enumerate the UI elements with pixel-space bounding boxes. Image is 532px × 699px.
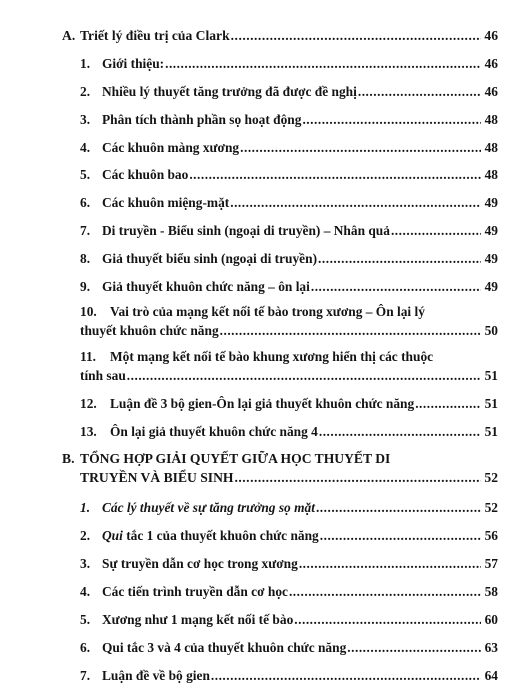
item-title: Các tiến trình truyền dẫn cơ học <box>102 584 288 599</box>
leader-dots <box>299 556 481 572</box>
leader-dots <box>302 112 481 128</box>
page-number: 48 <box>484 112 498 127</box>
item-number: 5. <box>80 612 91 627</box>
toc-item-a10-line1[interactable] <box>80 304 425 320</box>
item-number: 4. <box>80 584 91 599</box>
item-title-line2: thuyết khuôn chức năng <box>80 323 219 338</box>
section-title: Triết lý điều trị của Clark <box>80 28 230 43</box>
item-title: Giới thiệu: <box>102 56 165 71</box>
leader-dots <box>220 323 481 339</box>
toc-item-a11-line2[interactable] <box>80 368 498 384</box>
item-title: Luận đề về bộ gien <box>102 668 210 683</box>
item-number: 9. <box>80 279 91 294</box>
toc-item-a5[interactable] <box>80 167 498 183</box>
toc-section-a[interactable] <box>62 28 498 44</box>
leader-dots <box>230 195 481 211</box>
item-title: Luận đề 3 bộ gien-Ôn lại giả thuyết khuôn chức năng <box>110 396 415 411</box>
item-number: 1. <box>80 500 91 515</box>
item-title-italic: Qui <box>102 528 123 543</box>
section-title-line2: TRUYỀN VÀ BIỂU SINH <box>80 470 234 485</box>
section-title-line1: TỔNG HỢP GIẢI QUYẾT GIỮA HỌC THUYẾT DI <box>80 451 391 466</box>
leader-dots <box>415 396 481 412</box>
item-title: Các khuôn miệng-mặt <box>102 195 230 210</box>
item-title: Qui tắc 3 và 4 của thuyết khuôn chức năng <box>102 640 347 655</box>
item-title: Giả thuyết biểu sinh (ngoại di truyền) <box>102 251 318 266</box>
page-number: 56 <box>484 528 498 543</box>
page-number: 50 <box>484 323 498 338</box>
page-number: 58 <box>484 584 498 599</box>
leader-dots <box>165 56 481 72</box>
leader-dots <box>358 84 481 100</box>
item-number: 12. <box>80 396 97 411</box>
item-title: Xương như 1 mạng kết nối tế bào <box>102 612 294 627</box>
item-number: 7. <box>80 668 91 683</box>
toc-item-a13[interactable] <box>80 424 498 440</box>
page-number: 51 <box>484 396 498 411</box>
page-number: 49 <box>484 251 498 266</box>
page-number: 52 <box>484 470 498 485</box>
leader-dots <box>320 528 481 544</box>
item-title: Các khuôn bao <box>102 167 189 182</box>
toc-item-b6[interactable] <box>80 640 498 656</box>
leader-dots <box>316 500 481 516</box>
page-number: 63 <box>484 640 498 655</box>
toc-item-b7[interactable] <box>80 668 498 684</box>
toc-item-a11-line1[interactable] <box>80 349 433 365</box>
page-number: 52 <box>484 500 498 515</box>
toc-item-a8[interactable] <box>80 251 498 267</box>
page-number: 46 <box>484 56 498 71</box>
page-number: 46 <box>484 28 498 43</box>
item-title: Các khuôn màng xương <box>102 140 240 155</box>
toc-section-b-line2[interactable] <box>80 470 498 486</box>
leader-dots <box>231 28 481 44</box>
item-title: Giả thuyết khuôn chức năng – ôn lại <box>102 279 310 294</box>
toc-item-b1[interactable] <box>80 500 498 516</box>
item-number: 3. <box>80 556 91 571</box>
toc-item-a6[interactable] <box>80 195 498 211</box>
item-title: Nhiều lý thuyết tăng trưởng đã được đề nghị <box>102 84 357 99</box>
page-number: 51 <box>484 368 498 383</box>
leader-dots <box>234 470 481 486</box>
toc-item-a7[interactable] <box>80 223 498 239</box>
toc-item-a4[interactable] <box>80 140 498 156</box>
toc-item-a12[interactable] <box>80 396 498 412</box>
section-number: A. <box>62 28 76 43</box>
leader-dots <box>294 612 481 628</box>
item-number: 2. <box>80 528 91 543</box>
leader-dots <box>318 251 481 267</box>
item-title: Sự truyền dẫn cơ học trong xương <box>102 556 298 571</box>
leader-dots <box>189 167 481 183</box>
item-title-line1: Vai trò của mạng kết nối tế bào trong xương – Ôn lại lý <box>110 304 425 319</box>
page-number: 48 <box>484 140 498 155</box>
leader-dots <box>211 668 481 684</box>
leader-dots <box>240 140 481 156</box>
item-title: Di truyền - Biểu sinh (ngoại di truyền) – Nhân quả <box>102 223 390 238</box>
leader-dots <box>391 223 481 239</box>
page-number: 57 <box>484 556 498 571</box>
toc-item-b5[interactable] <box>80 612 498 628</box>
toc-section-b-line1[interactable] <box>62 451 390 467</box>
leader-dots <box>127 368 481 384</box>
page-number: 60 <box>484 612 498 627</box>
leader-dots <box>311 279 481 295</box>
item-title-line2: tính sau <box>80 368 126 383</box>
item-title: Ôn lại giả thuyết khuôn chức năng 4 <box>110 424 318 439</box>
toc-item-a1[interactable] <box>80 56 498 72</box>
toc-item-a3[interactable] <box>80 112 498 128</box>
item-number: 2. <box>80 84 91 99</box>
item-number: 6. <box>80 640 91 655</box>
page-number: 64 <box>484 668 498 683</box>
item-title: Các lý thuyết về sự tăng trưởng sọ mặt <box>102 500 315 515</box>
toc-item-b3[interactable] <box>80 556 498 572</box>
item-number: 11. <box>80 349 96 364</box>
leader-dots <box>347 640 481 656</box>
item-title: tắc 1 của thuyết khuôn chức năng <box>122 528 319 543</box>
item-number: 5. <box>80 167 91 182</box>
item-number: 3. <box>80 112 91 127</box>
item-number: 4. <box>80 140 91 155</box>
item-number: 7. <box>80 223 91 238</box>
toc-item-a10-line2[interactable] <box>80 323 498 339</box>
item-number: 13. <box>80 424 97 439</box>
leader-dots <box>319 424 481 440</box>
toc-item-b2[interactable] <box>80 528 498 544</box>
item-number: 6. <box>80 195 91 210</box>
section-number: B. <box>62 451 75 466</box>
leader-dots <box>289 584 481 600</box>
page-number: 51 <box>484 424 498 439</box>
page-number: 48 <box>484 167 498 182</box>
item-number: 1. <box>80 56 91 71</box>
item-title-line1: Một mạng kết nối tế bào khung xương hiển thị các thuộc <box>110 349 434 364</box>
item-number: 10. <box>80 304 97 319</box>
item-number: 8. <box>80 251 91 266</box>
page-number: 46 <box>484 84 498 99</box>
page-number: 49 <box>484 279 498 294</box>
item-title: Phân tích thành phần sọ hoạt động <box>102 112 302 127</box>
page-number: 49 <box>484 195 498 210</box>
toc-item-a9[interactable] <box>80 279 498 295</box>
page-number: 49 <box>484 223 498 238</box>
toc-item-b4[interactable] <box>80 584 498 600</box>
toc-item-a2[interactable] <box>80 84 498 100</box>
